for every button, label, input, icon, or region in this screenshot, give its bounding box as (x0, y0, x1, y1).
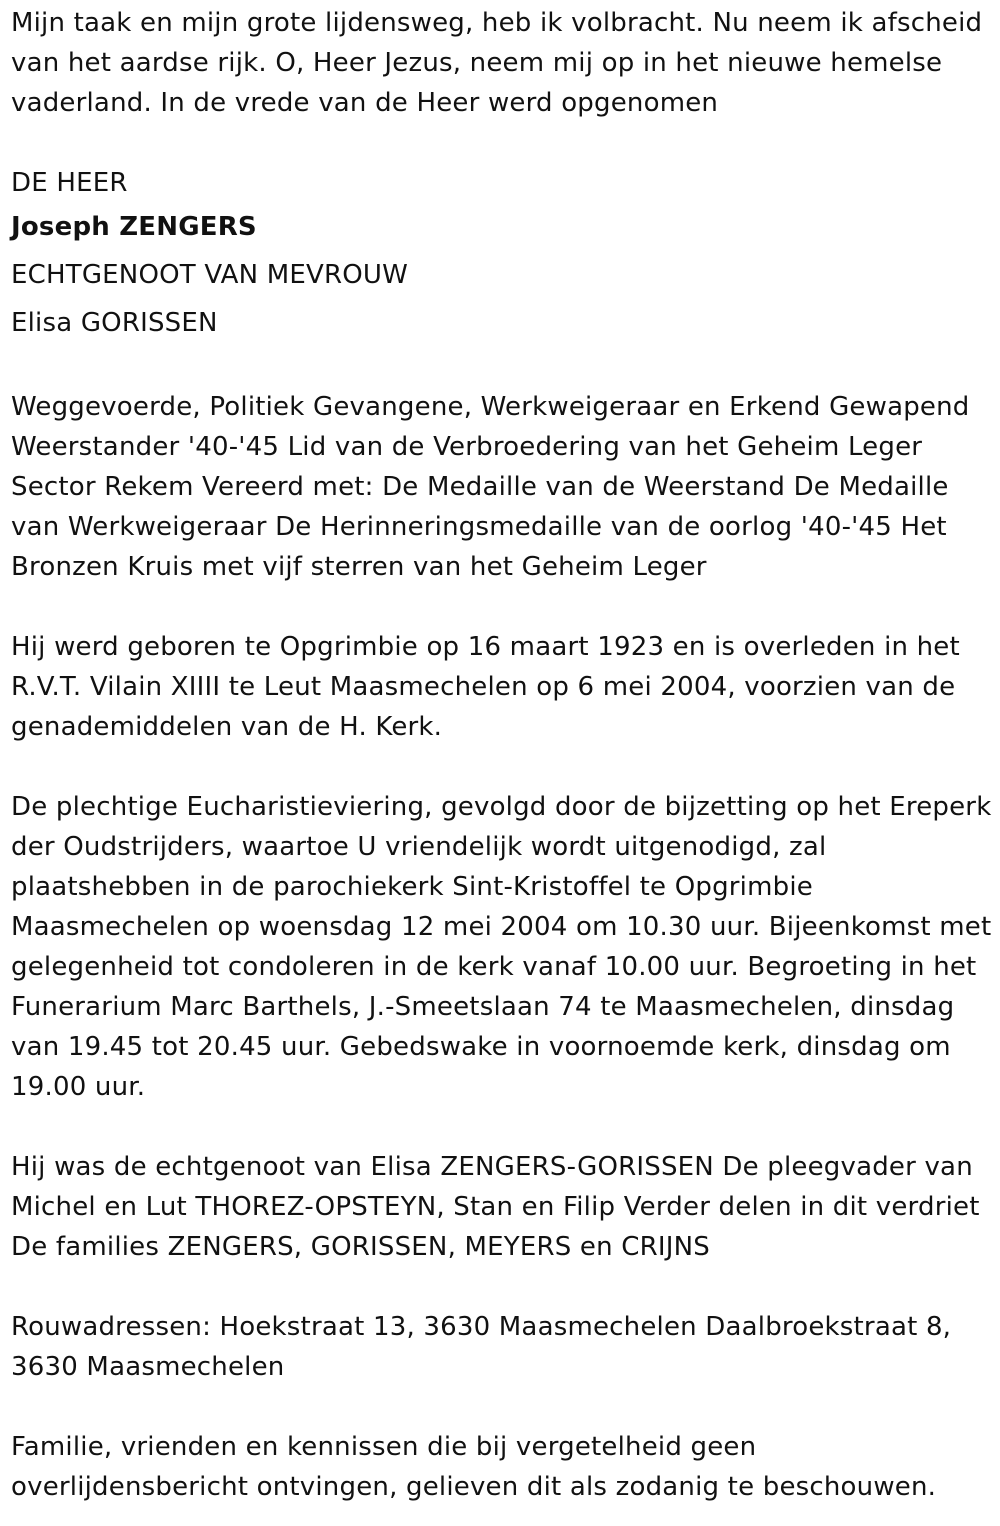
birth-death-paragraph: Hij werd geboren te Opgrimbie op 16 maart 1923 en is overleden in het R.V.T. Vilain XIIII te Leut Maasmechelen op 6 mei 2004, voorzien van de genademiddelen van de H. Kerk. (11, 632, 960, 742)
spacer (11, 1107, 1000, 1147)
spacer (11, 1267, 1000, 1307)
spacer (11, 747, 1000, 787)
intro-paragraph: Mijn taak en mijn grote lijdensweg, heb ik volbracht. Nu neem ik afscheid van het aardse rijk. O, Heer Jezus, neem mij op in het nieuwe hemelse vaderland. In de vrede van de Heer werd opgenomen (11, 8, 983, 118)
closing-paragraph: Familie, vrienden en kennissen die bij vergetelheid geen overlijdensbericht ontvingen, gelieven dit als zodanig te beschouwen. (11, 1432, 937, 1502)
spouse-label: ECHTGENOOT VAN MEVROUW (11, 260, 409, 290)
spacer (11, 1387, 1000, 1427)
family-paragraph: Hij was de echtgenoot van Elisa ZENGERS-GORISSEN De pleegvader van Michel en Lut THOREZ-OPSTEYN, Stan en Filip Verder delen in dit verdriet De families ZENGERS, GORISSEN, MEYERS en CRIJNS (11, 1152, 980, 1262)
ceremony-paragraph: De plechtige Eucharistieviering, gevolgd door de bijzetting op het Ereperk der Oudstrijders, waartoe U vriendelijk wordt uitgenodigd, zal plaatshebben in de parochiekerk Sint-Kristoffel te Opgrimbie Maasmechelen op woensdag 12 mei 2004 om 10.30 uur. Bijeenkomst met gelegenheid tot condoleren in de kerk vanaf 10.00 uur. Begroeting in het Funerarium Marc Barthels, J.-Smeetslaan 74 te Maasmechelen, dinsdag van 19.45 tot 20.45 uur. Gebedswake in voornoemde kerk, dinsdag om 19.00 uur. (11, 792, 992, 1102)
deceased-name: Joseph ZENGERS (11, 212, 257, 242)
spacer (11, 347, 1000, 387)
spouse-name: Elisa GORISSEN (11, 308, 218, 338)
spacer (11, 587, 1000, 627)
honours-paragraph: Weggevoerde, Politiek Gevangene, Werkweigeraar en Erkend Gewapend Weerstander '40-'45 Lid van de Verbroedering van het Geheim Leger Sector Rekem Vereerd met: De Medaille van de Weerstand De Medaille van Werkweigeraar De Herinneringsmedaille van de oorlog '40-'45 Het Bronzen Kruis met vijf sterren van het Geheim Leger (11, 392, 970, 582)
spacer (11, 123, 1000, 163)
deceased-title: DE HEER (11, 168, 128, 198)
addresses-paragraph: Rouwadressen: Hoekstraat 13, 3630 Maasmechelen Daalbroekstraat 8, 3630 Maasmechelen (11, 1312, 952, 1382)
